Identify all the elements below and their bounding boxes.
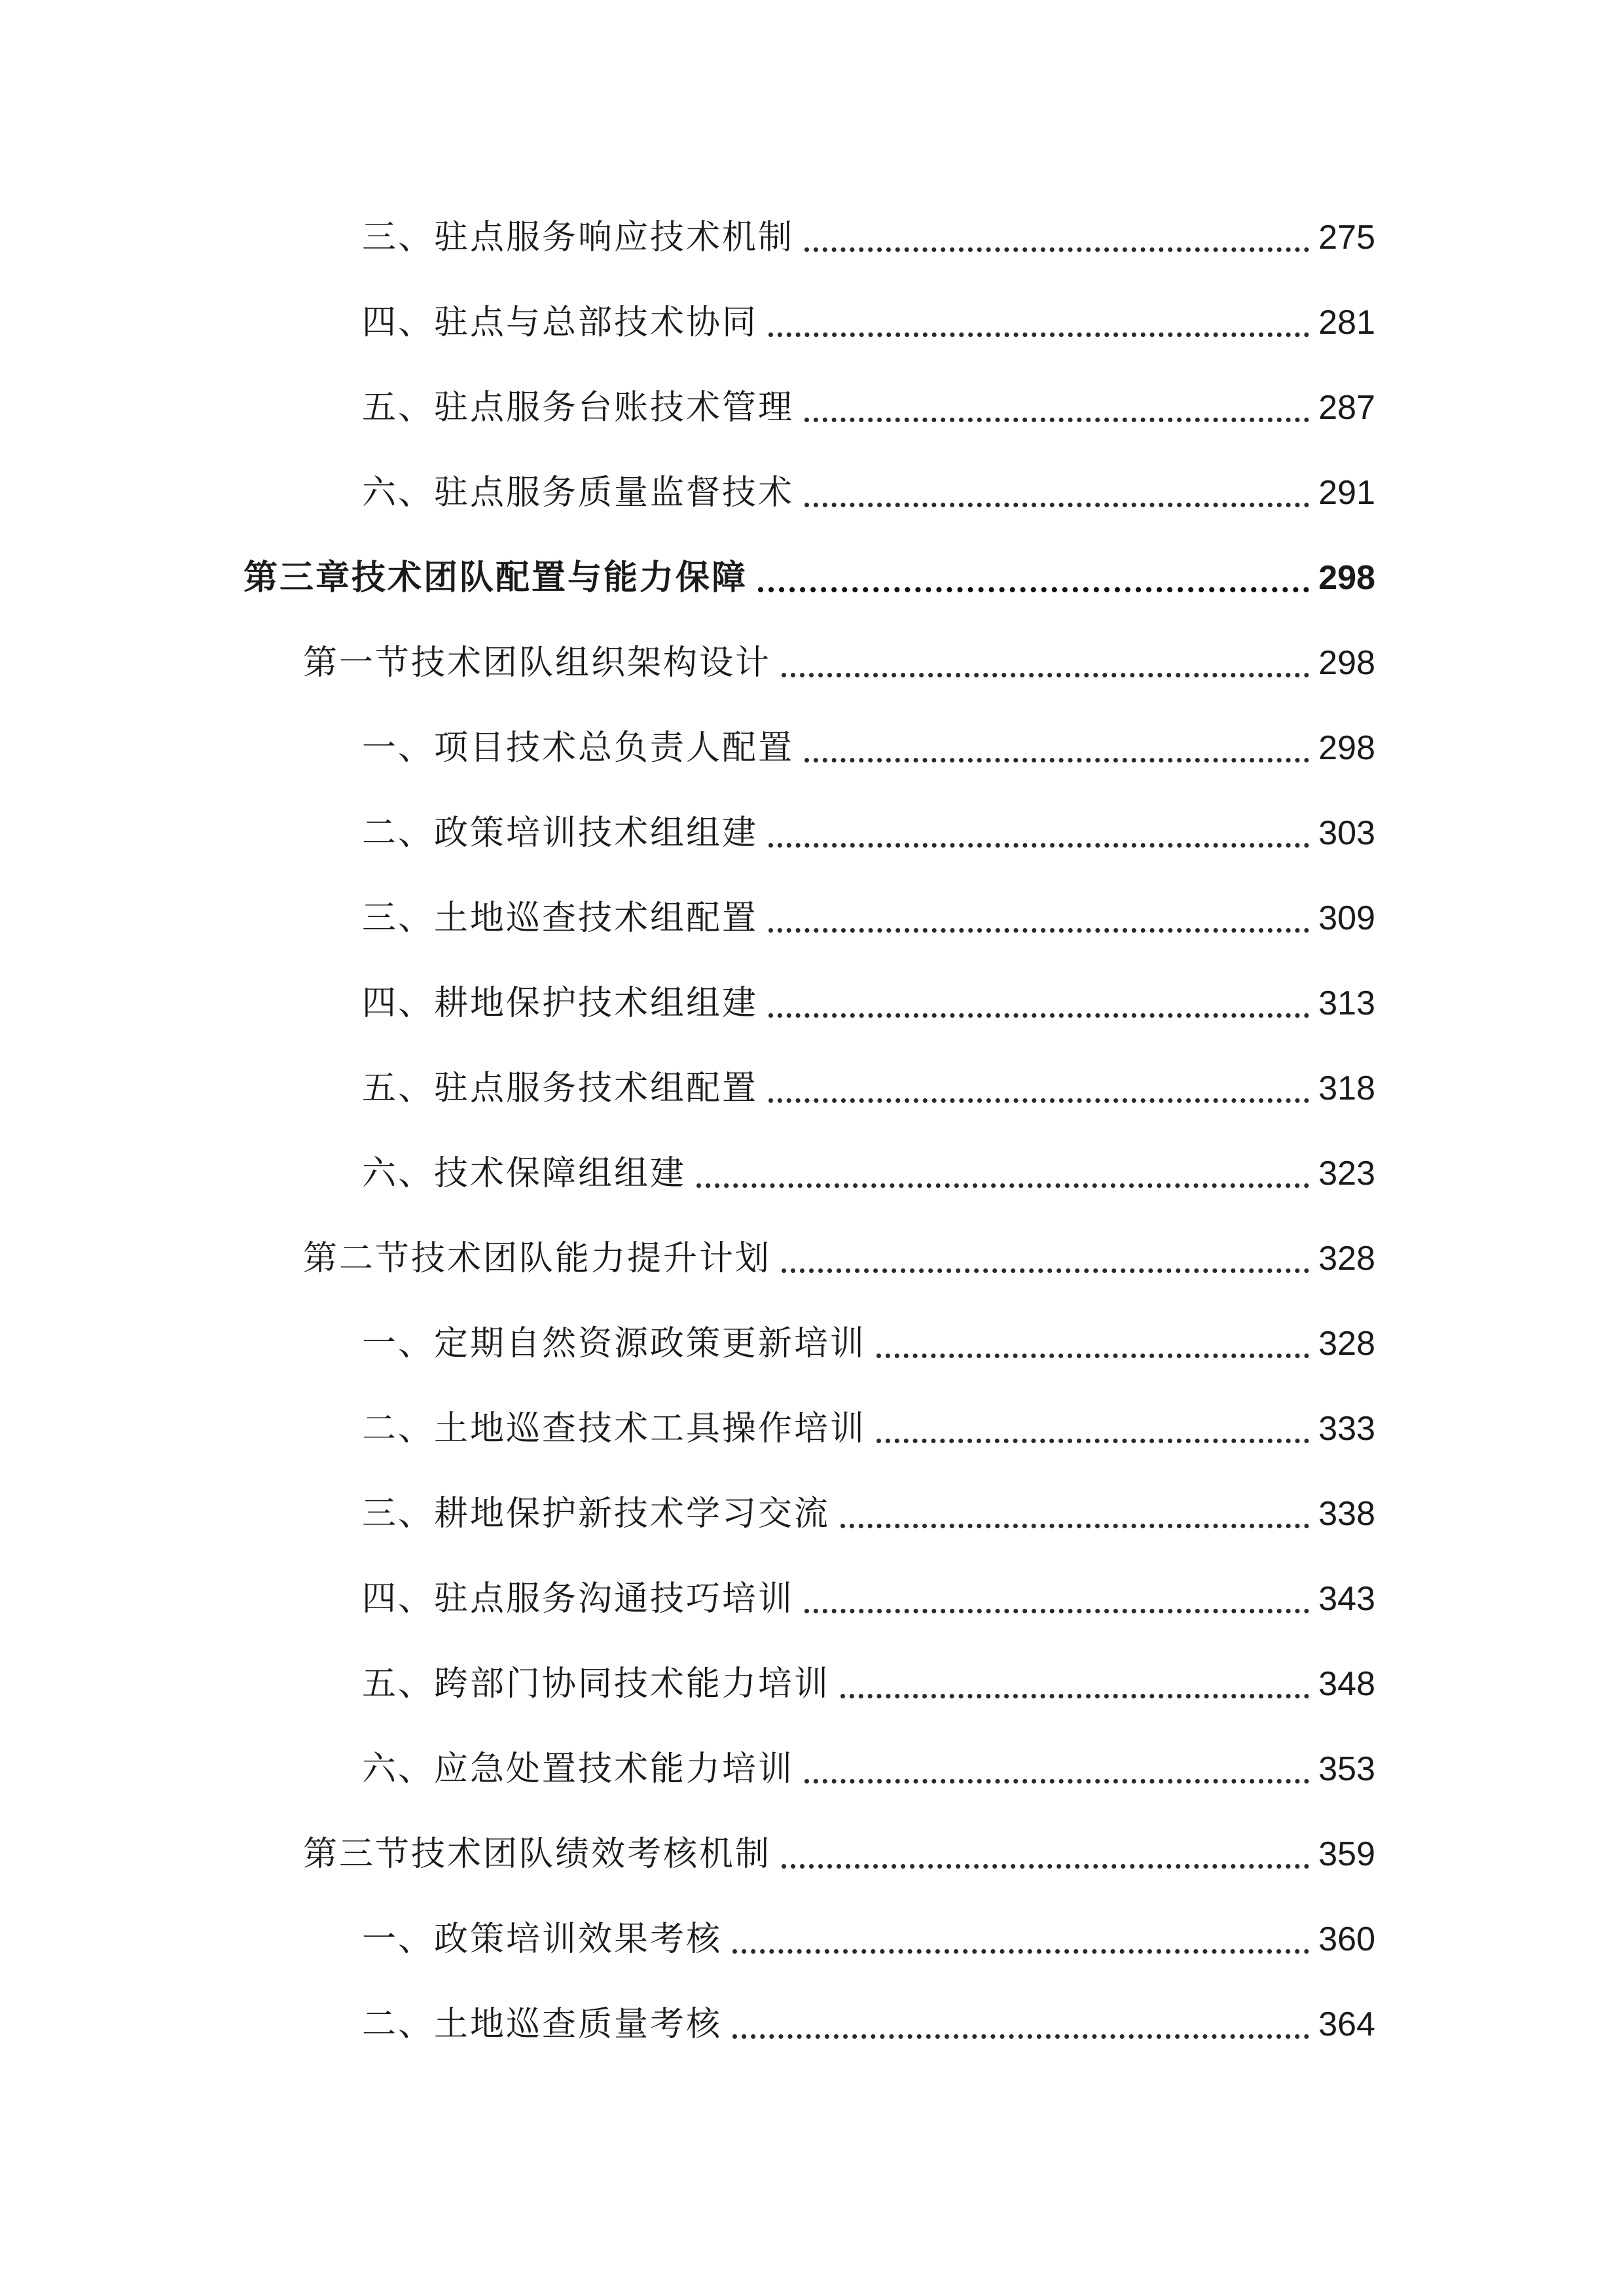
toc-entry-label: 二、政策培训技术组组建 xyxy=(362,814,759,853)
toc-entry[interactable] xyxy=(362,722,1375,774)
toc-entry-label: 四、驻点与总部技术协同 xyxy=(362,303,759,342)
dot-leader xyxy=(768,332,1309,337)
toc-entry-page: 360 xyxy=(1318,1920,1375,1958)
toc-entry-label: 第二节技术团队能力提升计划 xyxy=(303,1239,772,1278)
dot-leader xyxy=(732,2034,1309,2039)
toc-entry-label: 三、土地巡查技术组配置 xyxy=(362,899,759,938)
toc-entry[interactable] xyxy=(362,211,1375,264)
toc-entry-page: 313 xyxy=(1318,984,1375,1022)
toc-entry-page: 281 xyxy=(1318,304,1375,342)
toc-entry[interactable] xyxy=(362,1913,1375,1965)
dot-leader xyxy=(804,503,1309,507)
dot-leader xyxy=(758,587,1309,592)
dot-leader xyxy=(732,1949,1309,1954)
toc-entry-label: 第三节技术团队绩效考核机制 xyxy=(303,1835,772,1874)
toc-entry[interactable] xyxy=(362,1147,1375,1200)
toc-entry-label: 六、驻点服务质量监督技术 xyxy=(362,473,795,512)
toc-entry[interactable] xyxy=(362,1403,1375,1455)
toc-entry[interactable] xyxy=(362,1488,1375,1540)
toc-section-entry[interactable] xyxy=(303,1232,1375,1285)
dot-leader xyxy=(876,1354,1309,1358)
toc-entry[interactable] xyxy=(362,382,1375,434)
toc-entry-label: 第一节技术团队组织架构设计 xyxy=(303,643,772,683)
toc-entry-label: 一、定期自然资源政策更新培训 xyxy=(362,1324,867,1363)
toc-section-entry[interactable] xyxy=(303,1828,1375,1880)
dot-leader xyxy=(804,1609,1309,1613)
toc-entry-label: 二、土地巡查质量考核 xyxy=(362,2005,723,2044)
dot-leader xyxy=(768,928,1309,933)
toc-entry-page: 364 xyxy=(1318,2005,1375,2043)
dot-leader xyxy=(768,1013,1309,1018)
toc-entry-page: 338 xyxy=(1318,1495,1375,1533)
toc-entry[interactable] xyxy=(362,1318,1375,1370)
dot-leader xyxy=(768,1098,1309,1103)
toc-entry-page: 353 xyxy=(1318,1750,1375,1788)
toc-entry-page: 287 xyxy=(1318,389,1375,427)
toc-entry[interactable] xyxy=(362,1998,1375,2051)
dot-leader xyxy=(804,418,1309,422)
dot-leader xyxy=(876,1439,1309,1443)
toc-entry-label: 三、驻点服务响应技术机制 xyxy=(362,218,795,257)
dot-leader xyxy=(782,1864,1309,1869)
toc-entry[interactable] xyxy=(362,1743,1375,1795)
dot-leader xyxy=(804,1779,1309,1784)
toc-entry-label: 四、驻点服务沟通技巧培训 xyxy=(362,1579,795,1619)
toc-entry-page: 309 xyxy=(1318,899,1375,937)
toc-entry[interactable] xyxy=(362,892,1375,944)
toc-entry-label: 一、项目技术总负责人配置 xyxy=(362,728,795,768)
toc-entry[interactable] xyxy=(362,807,1375,859)
toc-entry-page: 359 xyxy=(1318,1835,1375,1873)
toc-entry[interactable] xyxy=(362,467,1375,519)
dot-leader xyxy=(840,1694,1309,1698)
toc-entry-label: 五、驻点服务技术组配置 xyxy=(362,1069,759,1108)
toc-entry-page: 298 xyxy=(1318,644,1375,682)
toc-section-entry[interactable] xyxy=(303,637,1375,689)
toc-entry[interactable] xyxy=(362,977,1375,1030)
dot-leader xyxy=(840,1524,1309,1528)
toc-entry-label: 五、驻点服务台账技术管理 xyxy=(362,388,795,427)
dot-leader xyxy=(782,1268,1309,1273)
toc-chapter-entry[interactable] xyxy=(244,552,1375,604)
toc-entry-label: 三、耕地保护新技术学习交流 xyxy=(362,1494,831,1534)
toc-entry[interactable] xyxy=(362,1573,1375,1625)
toc-entry-page: 333 xyxy=(1318,1410,1375,1448)
dot-leader xyxy=(804,247,1309,252)
toc-entry-label: 一、政策培训效果考核 xyxy=(362,1920,723,1959)
dot-leader xyxy=(782,673,1309,677)
dot-leader xyxy=(768,843,1309,848)
toc-entry-page: 328 xyxy=(1318,1325,1375,1363)
toc-entry-page: 291 xyxy=(1318,474,1375,512)
toc-entry-label: 第三章技术团队配置与能力保障 xyxy=(244,558,748,598)
toc-entry-page: 303 xyxy=(1318,814,1375,852)
toc-entry[interactable] xyxy=(362,296,1375,349)
toc-entry-label: 二、土地巡查技术工具操作培训 xyxy=(362,1409,867,1448)
toc-entry-page: 348 xyxy=(1318,1665,1375,1703)
toc-entry-label: 五、跨部门协同技术能力培训 xyxy=(362,1664,831,1704)
toc-entry-page: 298 xyxy=(1318,729,1375,767)
toc-entry[interactable] xyxy=(362,1658,1375,1710)
toc-entry[interactable] xyxy=(362,1062,1375,1115)
toc-entry-page: 298 xyxy=(1318,559,1375,597)
toc-entry-label: 四、耕地保护技术组组建 xyxy=(362,984,759,1023)
toc-entry-page: 318 xyxy=(1318,1069,1375,1107)
toc-entry-page: 343 xyxy=(1318,1580,1375,1618)
dot-leader xyxy=(804,758,1309,762)
toc-entry-page: 275 xyxy=(1318,219,1375,257)
toc-entry-page: 323 xyxy=(1318,1155,1375,1193)
toc-entry-page: 328 xyxy=(1318,1240,1375,1278)
dot-leader xyxy=(696,1183,1309,1188)
toc-entry-label: 六、应急处置技术能力培训 xyxy=(362,1749,795,1789)
toc-entry-label: 六、技术保障组组建 xyxy=(362,1154,687,1193)
